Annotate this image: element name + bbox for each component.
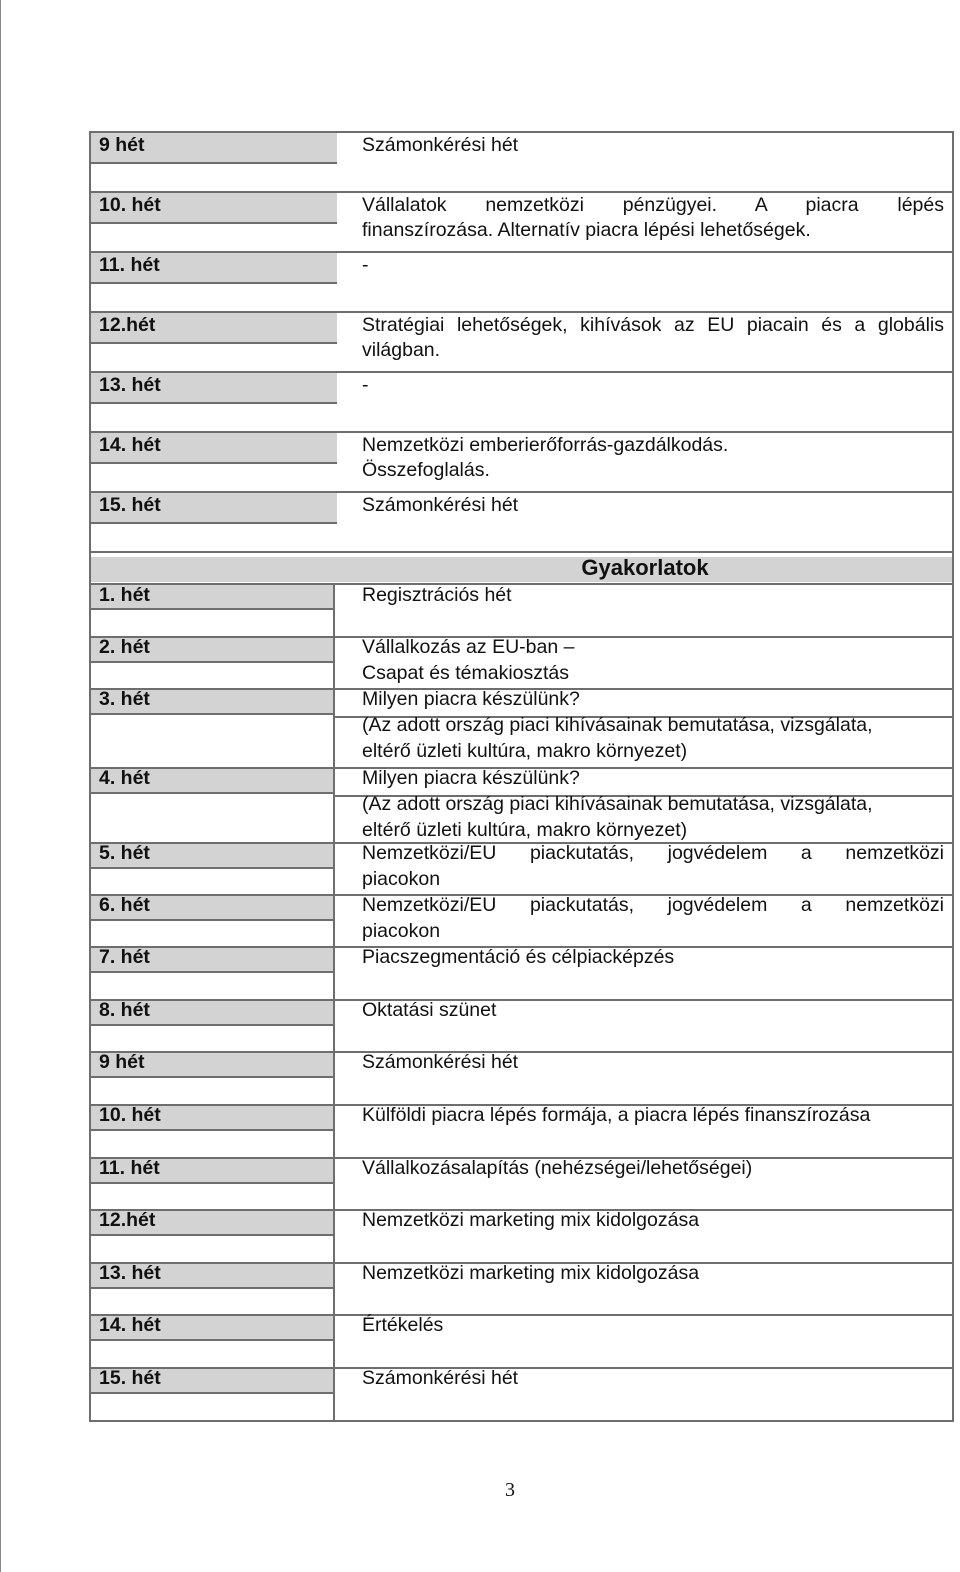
- practice-week-label: 12.hét: [99, 1209, 156, 1231]
- table-rule: [89, 1392, 333, 1394]
- lecture-week-label: 14. hét: [99, 434, 161, 456]
- practice-week-label: 4. hét: [99, 767, 150, 789]
- lecture-week-label: 13. hét: [99, 374, 161, 396]
- practice-week-label: 5. hét: [99, 842, 150, 864]
- practice-week-label: 3. hét: [99, 688, 150, 710]
- table-rule: [89, 162, 337, 164]
- practice-week-label: 14. hét: [99, 1314, 161, 1336]
- practice-topic-line: Nemzetközi marketing mix kidolgozása: [362, 1209, 700, 1231]
- table-rule: [89, 1287, 333, 1289]
- practice-week-label: 6. hét: [99, 894, 150, 916]
- table-rule: [89, 608, 333, 610]
- practice-topic-line: Nemzetközi marketing mix kidolgozása: [362, 1262, 700, 1284]
- practice-week-label: 15. hét: [99, 1367, 161, 1389]
- table-rule: [952, 583, 954, 1421]
- table-rule: [89, 342, 337, 344]
- practice-topic-line: Számonkérési hét: [362, 1367, 519, 1389]
- practice-topic-line: Csapat és témakiosztás: [362, 662, 570, 684]
- practice-topic-line: Regisztrációs hét: [362, 584, 512, 606]
- practice-topic-line: Vállalkozás az EU-ban –: [362, 636, 575, 658]
- table-rule: [89, 522, 337, 524]
- lecture-week-label: 12.hét: [99, 314, 156, 336]
- table-rule: [89, 222, 337, 224]
- practice-topic-line: eltérő üzleti kultúra, makro környezet): [362, 819, 688, 841]
- lecture-week-label: 11. hét: [99, 254, 160, 276]
- practice-topic-line: Külföldi piacra lépés formája, a piacra lépés finanszírozása: [362, 1104, 871, 1126]
- lecture-topic-line: Számonkérési hét: [362, 494, 519, 516]
- lecture-week-label: 15. hét: [99, 494, 161, 516]
- table-rule: [89, 551, 954, 553]
- lecture-topic-line: Számonkérési hét: [362, 134, 519, 156]
- lecture-topic-line: Stratégiai lehetőségek, kihívások az EU piacain és a globális: [362, 314, 944, 336]
- practice-week-label: 11. hét: [99, 1157, 160, 1179]
- practice-topic-line: Számonkérési hét: [362, 1051, 519, 1073]
- practice-topic-line: Oktatási szünet: [362, 999, 497, 1021]
- lecture-week-label: 9 hét: [99, 134, 145, 156]
- lecture-week-label: 10. hét: [99, 194, 161, 216]
- practice-topic-line: Nemzetközi/EU piackutatás, jogvédelem a nemzetközi: [362, 894, 944, 916]
- table-rule: [89, 1234, 333, 1236]
- table-rule: [89, 713, 333, 715]
- practice-week-label: 2. hét: [99, 636, 150, 658]
- table-rule: [89, 661, 333, 663]
- table-rule: [89, 1339, 333, 1341]
- practice-topic-line: Értékelés: [362, 1314, 444, 1336]
- table-rule: [89, 402, 337, 404]
- practice-topic-line: piacokon: [362, 920, 441, 942]
- lecture-topic-line: -: [362, 374, 369, 396]
- table-rule: [89, 867, 333, 869]
- lecture-topic-line: Összefoglalás.: [362, 459, 490, 481]
- lecture-topic-line: Vállalatok nemzetközi pénzügyei. A piacra lépés: [362, 194, 944, 216]
- practice-week-label: 10. hét: [99, 1104, 161, 1126]
- table-rule: [89, 462, 337, 464]
- table-rule: [89, 919, 333, 921]
- practice-topic-line: Milyen piacra készülünk?: [362, 688, 580, 710]
- practice-topic-line: Nemzetközi/EU piackutatás, jogvédelem a nemzetközi: [362, 842, 944, 864]
- lecture-topic-line: Nemzetközi emberierőforrás-gazdálkodás.: [362, 434, 729, 456]
- practice-topic-line: Milyen piacra készülünk?: [362, 767, 580, 789]
- table-rule: [333, 583, 335, 1421]
- lecture-topic-line: finanszírozása. Alternatív piacra lépési lehetőségek.: [362, 219, 811, 241]
- lecture-topic-line: -: [362, 254, 369, 276]
- table-rule: [952, 131, 954, 583]
- table-rule: [89, 1182, 333, 1184]
- practice-week-label: 8. hét: [99, 999, 150, 1021]
- table-rule: [89, 1076, 333, 1078]
- practice-week-label: 1. hét: [99, 584, 150, 606]
- practice-topic-line: (Az adott ország piaci kihívásainak bemutatása, vizsgálata,: [362, 793, 873, 815]
- practice-topic-line: piacokon: [362, 868, 441, 890]
- practice-heading: Gyakorlatok: [581, 555, 709, 580]
- table-rule: [89, 1420, 954, 1422]
- table-rule: [89, 1129, 333, 1131]
- table-rule: [89, 971, 333, 973]
- table-rule: [89, 1024, 333, 1026]
- table-rule: [89, 792, 333, 794]
- practice-topic-line: Piacszegmentáció és célpiacképzés: [362, 946, 675, 968]
- practice-topic-line: (Az adott ország piaci kihívásainak bemutatása, vizsgálata,: [362, 714, 873, 736]
- practice-week-label: 7. hét: [99, 946, 150, 968]
- page-number: 3: [505, 1479, 515, 1501]
- page-edge: [0, 0, 1, 1572]
- practice-week-label: 13. hét: [99, 1262, 161, 1284]
- lecture-topic-line: világban.: [362, 339, 441, 361]
- practice-week-label: 9 hét: [99, 1051, 145, 1073]
- table-rule: [89, 282, 337, 284]
- practice-topic-line: eltérő üzleti kultúra, makro környezet): [362, 740, 688, 762]
- practice-topic-line: Vállalkozásalapítás (nehézségei/lehetőségei): [362, 1157, 753, 1179]
